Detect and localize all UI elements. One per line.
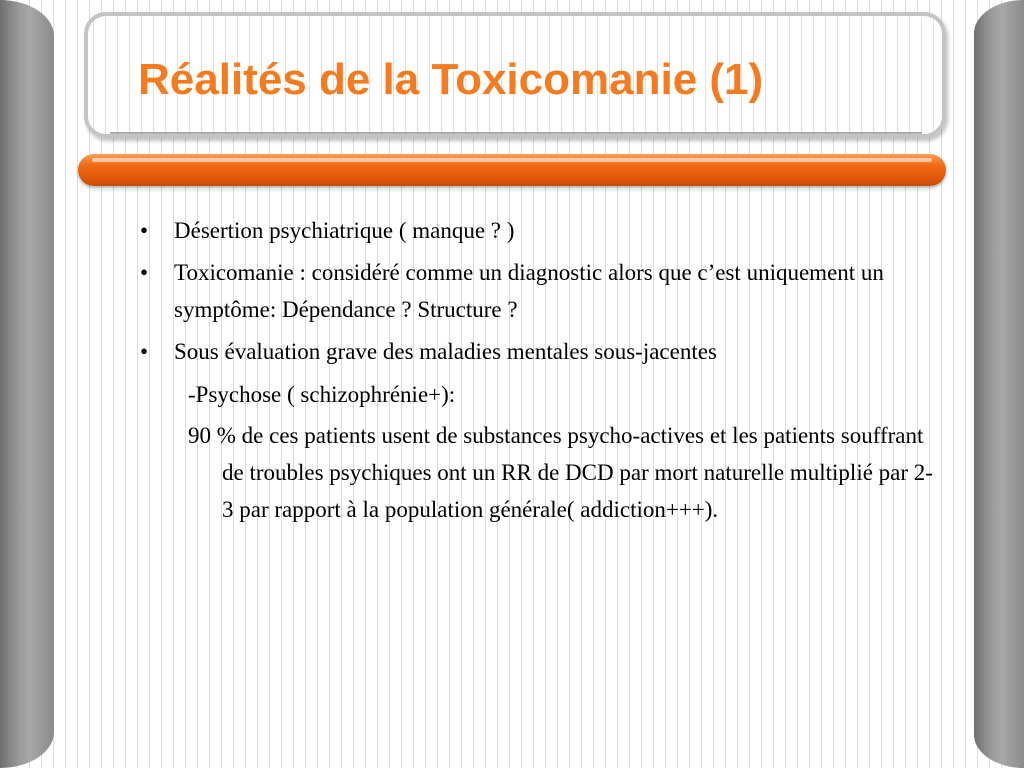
slide-body — [140, 212, 940, 528]
sub-item: -Psychose ( schizophrénie+): — [188, 382, 456, 407]
bullet-item — [140, 333, 940, 370]
bullet-marker: • — [140, 260, 149, 285]
bullet-item — [140, 254, 940, 328]
right-decorative-bar — [974, 0, 1024, 768]
bullet-marker: • — [140, 218, 149, 243]
orange-accent-bar — [78, 154, 946, 186]
bullet-text: Toxicomanie : considéré comme un diagnostic alors que c’est uniquement un symptôme: Dépendance ? Structure ? — [174, 260, 884, 322]
accent-bar-highlight — [92, 158, 932, 162]
sub-item-paragraph: 90 % de ces patients usent de substances psycho-actives et les patients souffrant de troubles psychiques ont un RR de DCD par mort naturelle multiplié par 2-3 par rapport à la population générale( addiction+++). — [188, 423, 933, 522]
title-underline — [110, 132, 922, 135]
bullet-text: Sous évaluation grave des maladies mentales sous-jacentes — [174, 339, 717, 364]
bullet-item — [140, 212, 940, 249]
left-decorative-bar — [0, 0, 54, 768]
bullet-marker: • — [140, 339, 149, 364]
bullet-text: Désertion psychiatrique ( manque ? ) — [174, 218, 515, 243]
slide-title: Réalités de la Toxicomanie (1) — [138, 55, 764, 104]
